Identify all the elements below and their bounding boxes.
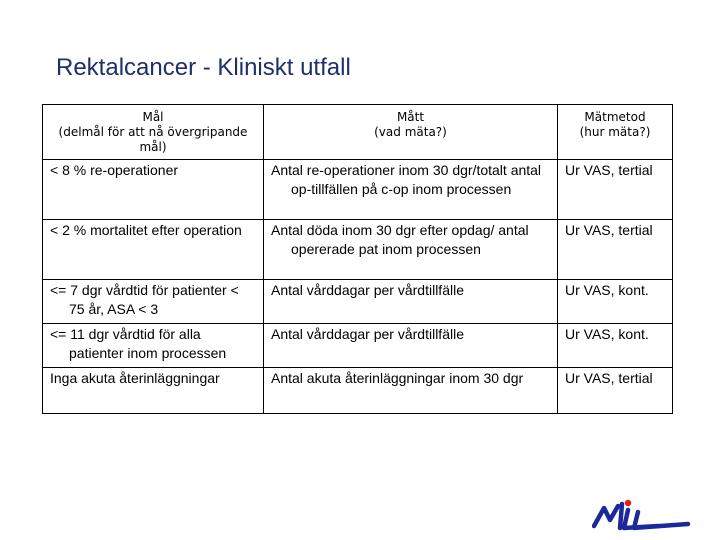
header-method-label: Mätmetod [584,110,646,124]
goal-cell: Inga akuta återinläggningar [43,368,264,414]
header-method-sub: (hur mäta?) [579,125,651,139]
method-cell: Ur VAS, tertial [558,220,673,280]
table-row [43,368,673,414]
goal-cell: < 2 % mortalitet efter operation [43,220,264,280]
header-method [558,105,673,160]
method-cell: Ur VAS, tertial [558,160,673,220]
nll-logo-icon [592,498,692,532]
method-cell: Ur VAS, kont. [558,280,673,324]
measure-cell: Antal vårddagar per vårdtillfälle [264,280,558,324]
measure-cell: Antal akuta återinläggningar inom 30 dgr [264,368,558,414]
measure-cell: Antal vårddagar per vårdtillfälle [264,324,558,368]
header-measure-label: Mått [396,110,425,124]
method-cell: Ur VAS, tertial [558,368,673,414]
header-goal-label: Mål [142,110,164,124]
measure-cell: Antal döda inom 30 dgr efter opdag/ antal opererade pat inom processen [264,220,558,280]
goal-cell: <= 11 dgr vårdtid för alla patienter inom processen [43,324,264,368]
table-header-row [43,105,673,160]
goal-cell: < 8 % re-operationer [43,160,264,220]
table-row [43,160,673,220]
header-measure [264,105,558,160]
goal-cell: <= 7 dgr vårdtid för patienter < 75 år, ASA < 3 [43,280,264,324]
table-row [43,220,673,280]
nll-logo-graphic [592,498,692,532]
header-goal-sub: (delmål för att nå övergripande mål) [58,125,248,154]
table-row [43,324,673,368]
header-measure-sub: (vad mäta?) [374,125,447,139]
table-row [43,280,673,324]
slide-title: Rektalcancer - Kliniskt utfall [56,54,351,81]
header-goal [43,105,264,160]
measure-cell: Antal re-operationer inom 30 dgr/totalt antal op-tillfällen på c-op inom processen [264,160,558,220]
outcome-table [42,104,673,414]
method-cell: Ur VAS, kont. [558,324,673,368]
